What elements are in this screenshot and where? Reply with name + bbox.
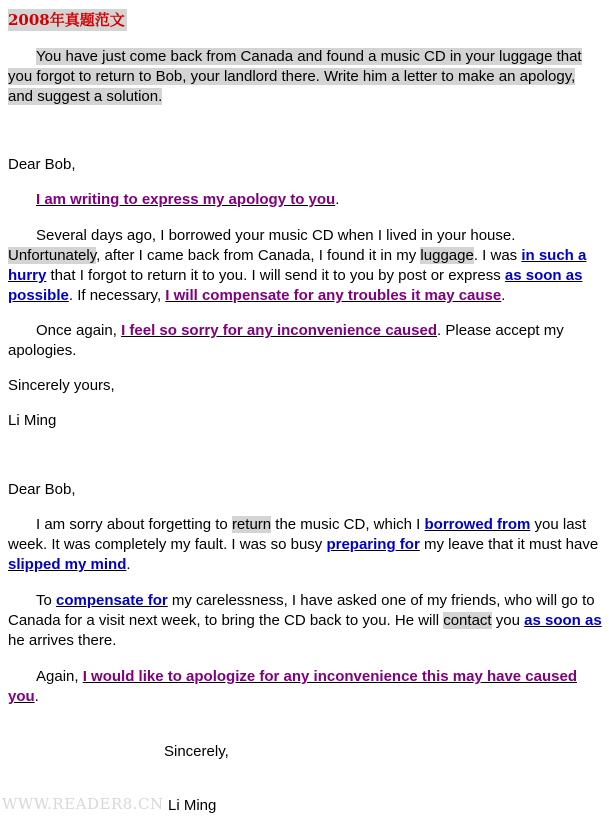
letter2-salutation: Dear Bob, xyxy=(8,481,76,498)
letter2-signature: Li Ming xyxy=(168,797,217,814)
vocab-phrase: borrowed from xyxy=(424,516,531,533)
page-title: 2008年真题范文 xyxy=(8,11,125,29)
letter2-paragraph-2: To compensate for my carelessness, I have asked one of my friends, who will go to Canada for a visit next week, to bring the CD back to you. He will contact you as soon as he arrives there. xyxy=(8,592,602,649)
key-phrase: I will compensate for any troubles it may cause xyxy=(165,287,502,304)
vocab-phrase: as soon as possible xyxy=(8,267,583,304)
highlighted-word: return xyxy=(231,516,272,533)
highlighted-word: luggage xyxy=(420,247,474,264)
prompt-text: You have just come back from Canada and found a music CD in your luggage that you forgot to return to Bob, your landlord there. Write him a letter to make an apology, and suggest a solution. xyxy=(8,48,582,105)
vocab-phrase: as soon as xyxy=(524,612,602,629)
letter1-paragraph-3: Once again, I feel so sorry for any inconvenience caused. Please accept my apologies. xyxy=(8,322,564,359)
highlighted-word: Unfortunately xyxy=(8,247,97,264)
letter1-paragraph-2: Several days ago, I borrowed your music CD when I lived in your house. Unfortunately, after I came back from Canada, I found it in my luggage. I was in such a hurry that I forgot to return it to you. I will send it to you by post or express as soon as possible. If necessary, I will compensate for any troubles it may cause. xyxy=(8,227,587,304)
vocab-phrase: slipped my mind xyxy=(8,556,127,573)
letter2-paragraph-3: Again, I would like to apologize for any inconvenience this may have caused you. xyxy=(8,668,577,705)
watermark: WWW.READER8.CN xyxy=(2,795,164,813)
key-phrase: I am writing to express my apology to you xyxy=(36,191,336,208)
letter1-paragraph-1: I am writing to express my apology to you. xyxy=(36,191,340,208)
letter1-salutation: Dear Bob, xyxy=(8,156,76,173)
key-phrase: I would like to apologize for any inconvenience this may have caused you xyxy=(8,668,577,705)
highlighted-word: contact xyxy=(443,612,492,629)
writing-prompt xyxy=(8,47,602,107)
key-phrase: I feel so sorry for any inconvenience caused xyxy=(121,322,438,339)
letter2-closing: Sincerely, xyxy=(164,743,229,760)
vocab-phrase: in such a hurry xyxy=(8,247,587,284)
letter1-closing: Sincerely yours, xyxy=(8,377,115,394)
vocab-phrase: preparing for xyxy=(326,536,420,553)
vocab-phrase: compensate for xyxy=(56,592,168,609)
letter1-signature: Li Ming xyxy=(8,412,57,429)
letter2-paragraph-1: I am sorry about forgetting to return the music CD, which I borrowed from you last week. It was completely my fault. I was so busy preparing for my leave that it must have slipped my mind. xyxy=(8,516,599,573)
